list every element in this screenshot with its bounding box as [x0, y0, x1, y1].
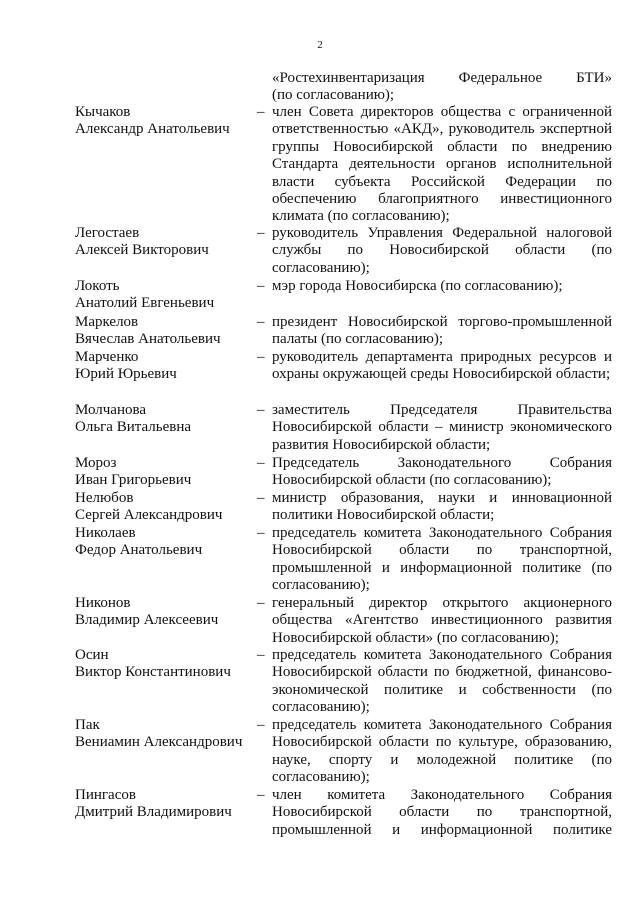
member-role: член комитета Законодательного Собрания Новосибирской области по транспортной, промышленной и информационной политике: [272, 787, 612, 838]
member-role: президент Новосибирской торгово-промышленной палаты (по согласованию);: [272, 314, 612, 348]
entry-dash: –: [257, 455, 265, 471]
member-surname: Мороз: [75, 455, 117, 471]
member-name: [75, 647, 255, 682]
member-given-names: Алексей Викторович: [75, 242, 209, 259]
member-given-names: Анатолий Евгеньевич: [75, 295, 215, 312]
member-name: [75, 314, 255, 349]
member-name: [75, 455, 255, 490]
member-given-names: Юрий Юрьевич: [75, 366, 177, 383]
member-role: заместитель Председателя Правительства Новосибирской области – министр экономического развития Новосибирской области;: [272, 402, 612, 453]
member-given-names: Вячеслав Анатольевич: [75, 331, 221, 348]
member-surname: Маркелов: [75, 314, 139, 330]
member-role: руководитель Управления Федеральной налоговой службы по Новосибирской области (по согласованию);: [272, 225, 612, 276]
member-given-names: Владимир Алексеевич: [75, 612, 219, 629]
entry-dash: –: [257, 525, 265, 541]
member-surname: Пак: [75, 717, 100, 733]
continued-role-line-1: «Ростехинвентаризация Федеральное БТИ»: [272, 70, 612, 86]
member-given-names: Иван Григорьевич: [75, 472, 192, 489]
member-name: [75, 104, 255, 139]
member-role: Председатель Законодательного Собрания Новосибирской области (по согласованию);: [272, 455, 612, 489]
entry-dash: –: [257, 787, 265, 803]
member-given-names: Дмитрий Владимирович: [75, 804, 232, 821]
member-given-names: Виктор Константинович: [75, 664, 231, 681]
member-surname: Молчанова: [75, 402, 147, 418]
member-role: руководитель департамента природных ресурсов и охраны окружающей среды Новосибирской области;: [272, 349, 612, 383]
member-name: [75, 717, 255, 752]
member-surname: Осин: [75, 647, 109, 663]
member-surname: Нелюбов: [75, 490, 134, 506]
member-surname: Кычаков: [75, 104, 131, 120]
member-role: член Совета директоров общества с ограниченной ответственностью «АКД», руководитель экспертной группы Новосибирской области по внедрению Стандарта деятельности органов исполнительной власти субъекта Российской Федерации по обеспечению благоприятного инвестиционного климата (по согласованию);: [272, 104, 612, 225]
continued-role-line-2: (по согласованию);: [272, 87, 395, 104]
entry-dash: –: [257, 595, 265, 611]
member-name: [75, 595, 255, 630]
member-surname: Легостаев: [75, 225, 140, 241]
member-name: [75, 225, 255, 260]
entry-dash: –: [257, 402, 265, 418]
entry-dash: –: [257, 104, 265, 120]
entry-dash: –: [257, 647, 265, 663]
member-surname: Марченко: [75, 349, 139, 365]
entry-dash: –: [257, 717, 265, 733]
member-given-names: Сергей Александрович: [75, 507, 223, 524]
member-surname: Локоть: [75, 278, 120, 294]
member-given-names: Федор Анатольевич: [75, 542, 203, 559]
member-role: министр образования, науки и инновационной политики Новосибирской области;: [272, 490, 612, 524]
member-name: [75, 402, 255, 437]
entry-dash: –: [257, 349, 265, 365]
member-name: [75, 787, 255, 822]
member-surname: Пингасов: [75, 787, 136, 803]
member-given-names: Ольга Витальевна: [75, 419, 192, 436]
member-given-names: Вениамин Александрович: [75, 734, 243, 751]
member-role: генеральный директор открытого акционерного общества «Агентство инвестиционного развития Новосибирской области» (по согласованию);: [272, 595, 612, 646]
entry-dash: –: [257, 225, 265, 241]
entry-dash: –: [257, 278, 265, 294]
member-name: [75, 490, 255, 525]
member-role: председатель комитета Законодательного Собрания Новосибирской области по бюджетной, финансово-экономической политике и собственности (по согласованию);: [272, 647, 612, 716]
member-role: мэр города Новосибирска (по согласованию);: [272, 278, 563, 294]
member-name: [75, 349, 255, 384]
member-role: председатель комитета Законодательного Собрания Новосибирской области по культуре, образованию, науке, спорту и молодежной политике (по согласованию);: [272, 717, 612, 786]
member-surname: Николаев: [75, 525, 136, 541]
member-given-names: Александр Анатольевич: [75, 121, 230, 138]
page-number: 2: [317, 39, 323, 51]
member-name: [75, 525, 255, 560]
continued-role-text: [272, 70, 612, 105]
member-name: [75, 278, 255, 313]
entry-dash: –: [257, 314, 265, 330]
member-surname: Никонов: [75, 595, 131, 611]
member-role: председатель комитета Законодательного Собрания Новосибирской области по транспортной, промышленной и информационной политике (по согласованию);: [272, 525, 612, 594]
entry-dash: –: [257, 490, 265, 506]
